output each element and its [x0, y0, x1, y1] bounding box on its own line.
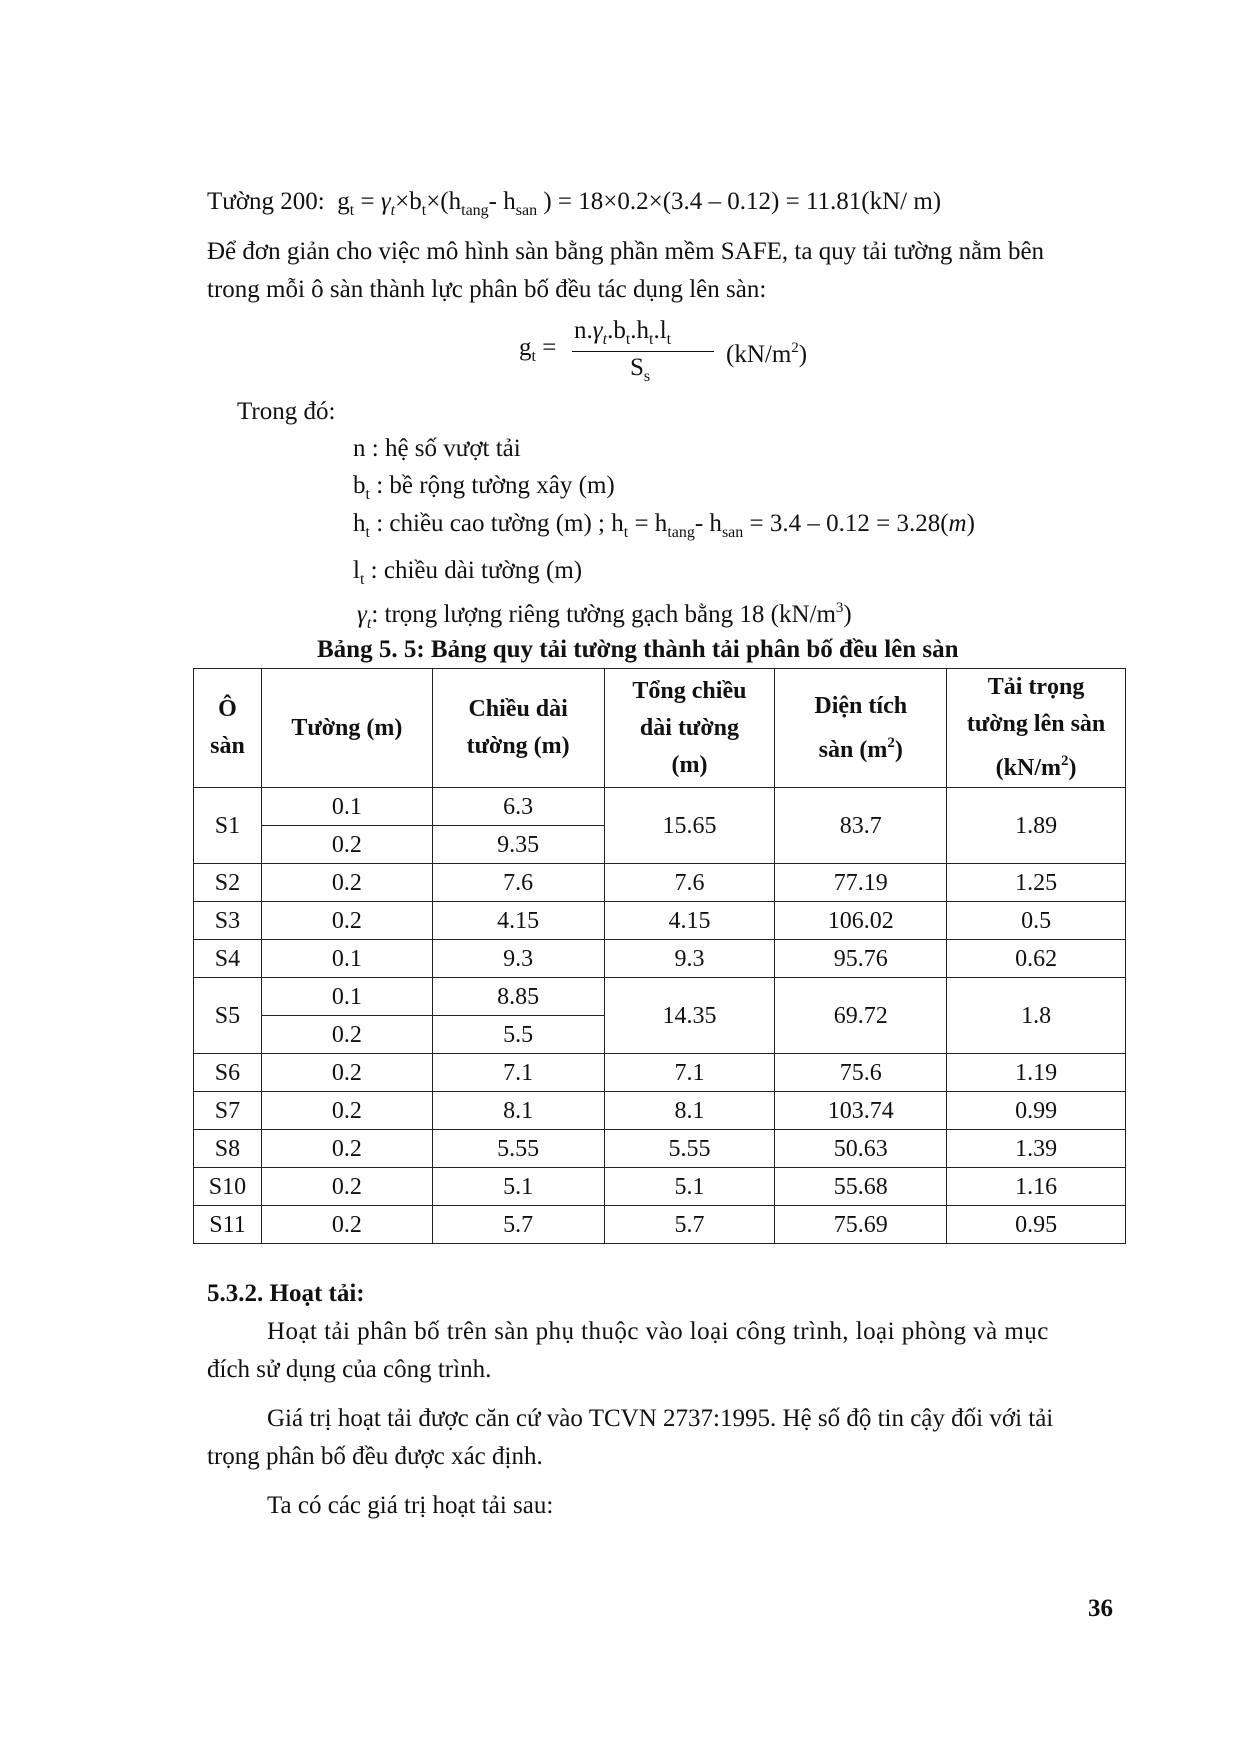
paragraph-values: Ta có các giá trị hoạt tải sau:: [267, 1492, 554, 1519]
header-wall: Tường (m): [261, 669, 432, 788]
cell-wall: 0.1: [261, 978, 432, 1016]
paragraph-live-load-2: đích sử dụng của công trình.: [207, 1356, 492, 1383]
cell-slab-area: 103.74: [775, 1092, 947, 1130]
formula-lead: Tường 200:: [207, 188, 325, 215]
cell-wall-length: 9.3: [432, 940, 604, 978]
def-h: $h_t$ : chiều cao tường (m) ; $h_t = h_{tang}-$ $h_{san} = 3.4 - 0.12 = 3.28(m)$: [353, 510, 975, 541]
cell-slab: S3: [194, 902, 262, 940]
table-row: [194, 788, 1126, 826]
table-row: [194, 1130, 1126, 1168]
formula-denominator: $S_s$: [630, 354, 651, 385]
cell-slab-load: 0.99: [947, 1092, 1126, 1130]
cell-slab-area: 75.6: [775, 1054, 947, 1092]
paragraph-safe-line-2: trong mỗi ô sàn thành lực phân bố đều tác dụng lên sàn:: [207, 276, 767, 303]
cell-total-length: 7.6: [604, 864, 775, 902]
cell-wall-length: 8.85: [432, 978, 604, 1016]
cell-wall: 0.2: [261, 826, 432, 864]
cell-wall-length: 5.5: [432, 1016, 604, 1054]
cell-total-length: 8.1: [604, 1092, 775, 1130]
cell-wall-length: 5.1: [432, 1168, 604, 1206]
formula-wall-200: Tường 200: $g_t = \gamma_t\times b_t\times(h_{tang}-$ $h_{san}$ ) = 18×0.2×(3.4 – 0.12) = 11.81(kN/ m): [207, 188, 942, 219]
def-gamma: $\gamma_t$: trọng lượng riêng tường gạch bằng 18 $(kN/m^3)$: [357, 600, 852, 632]
table-row: [194, 1092, 1126, 1130]
cell-slab-load: 1.89: [947, 788, 1126, 864]
cell-slab: S8: [194, 1130, 262, 1168]
cell-wall: 0.2: [261, 864, 432, 902]
cell-slab: S1: [194, 788, 262, 864]
cell-wall-length: 4.15: [432, 902, 604, 940]
cell-total-length: 5.55: [604, 1130, 775, 1168]
cell-slab-load: 0.95: [947, 1206, 1126, 1244]
table-header-row: [194, 669, 1126, 788]
cell-wall: 0.1: [261, 788, 432, 826]
cell-slab-load: 1.19: [947, 1054, 1126, 1092]
wall-load-table: [193, 668, 1126, 1244]
document-page: Tường 200: $g_t = \gamma_t\times b_t\times(h_{tang}-$ $h_{san}$ ) = 18×0.2×(3.4 – 0.12) = 11.81(kN/ m) Để đơn giản cho việc mô hình sàn bằng phần mềm SAFE, ta quy tải tường nằm bên trong mỗi ô sàn thành lực phân bố đều tác dụng lên sàn: $g_t$ = $n.\gamma_t.b_t.h_t.l_t$ $S_s$ $(kN/m^2)$ Trong đó: n : hệ số vượt tải $b_t$ : bề rộng tường xây (m) $h_t$ : chiều cao tường (m) ; $h_t = h_{tang}-$ $h_{san} = 3.4 - 0.12 = 3.28(m)$ $l_t$ : chiều dài tường (m) $\gamma_t$: trọng lượng riêng tường gạch bằng 18 $(kN/m^3)$ Bảng 5. 5: Bảng quy tải tường thành tải phân bố đều lên sàn Ô sàn Tường (m) Chiều dài tường (m) Tổng chiều dài tường (m) Diện tích sàn $(m^2)$ Tải trọng tường lên sàn $(kN/m^2)$ S1 0.1 6.3 15.65 83.7 1.89 0.2 9.35 S2 0.2 7.6 7.6 77.19 1.25 S3 0.2 4.15 4.15 106.02 0.5 S4 0.1 9.3 9.3 95.76 0.62 S5 0.1 8.85 14.35 69.72 1.8 0.2 5.5 S6 0.2 7.1 7.1 75.6 1.19 S7 0.2 8.1 8.1 103.74 0.99 S8 0.2 5.55 5.55 50.63 1.39 S10 0.2 5.1 5.1 55.68 1.16 S11 0.2 5.7 5.7 75.69 0.95 5.3.2. Hoạt tải: Hoạt tải phân bố trên sàn phụ thuộc vào loại công trình, loại phòng và mục đích sử dụng của công trình. Giá trị hoạt tải được căn cứ vào TCVN 2737:1995. Hệ số độ tin cậy đối với tải trọng phân bố đều được xác định. Ta có các giá trị hoạt tải sau: 36: [0, 0, 1240, 1754]
cell-total-length: 15.65: [604, 788, 775, 864]
header-wall-length: Chiều dài tường (m): [432, 669, 604, 788]
section-heading: 5.3.2. Hoạt tải:: [207, 1280, 365, 1307]
page-number: 36: [1088, 1595, 1113, 1622]
cell-wall-length: 7.1: [432, 1054, 604, 1092]
cell-slab-load: 1.39: [947, 1130, 1126, 1168]
cell-wall: 0.2: [261, 1130, 432, 1168]
cell-slab-load: 1.16: [947, 1168, 1126, 1206]
table-row: [194, 940, 1126, 978]
where-label: Trong đó:: [237, 398, 336, 425]
cell-slab: S5: [194, 978, 262, 1054]
table-row: [194, 902, 1126, 940]
cell-wall: 0.2: [261, 1206, 432, 1244]
table-row: [194, 864, 1126, 902]
paragraph-safe-line-1: Để đơn giản cho việc mô hình sàn bằng phần mềm SAFE, ta quy tải tường nằm bên: [207, 238, 1045, 265]
header-slab: Ô sàn: [194, 669, 262, 788]
def-n: n : hệ số vượt tải: [353, 435, 521, 462]
cell-slab: S4: [194, 940, 262, 978]
cell-slab: S2: [194, 864, 262, 902]
cell-wall: 0.2: [261, 1016, 432, 1054]
cell-wall-length: 9.35: [432, 826, 604, 864]
paragraph-tcvn-2: trọng phân bố đều được xác định.: [207, 1443, 543, 1470]
cell-slab: S11: [194, 1206, 262, 1244]
cell-slab-load: 1.8: [947, 978, 1126, 1054]
cell-slab-area: 95.76: [775, 940, 947, 978]
cell-slab-area: 50.63: [775, 1130, 947, 1168]
cell-wall-length: 5.55: [432, 1130, 604, 1168]
cell-wall: 0.1: [261, 940, 432, 978]
cell-slab-area: 69.72: [775, 978, 947, 1054]
cell-slab-load: 0.5: [947, 902, 1126, 940]
header-slab-load: Tải trọng tường lên sàn $(kN/m^2)$: [947, 669, 1126, 788]
cell-total-length: 14.35: [604, 978, 775, 1054]
table-row: [194, 978, 1126, 1016]
cell-slab: S7: [194, 1092, 262, 1130]
cell-slab-load: 1.25: [947, 864, 1126, 902]
formula-unit: $(kN/m^2)$: [726, 340, 808, 368]
cell-total-length: 7.1: [604, 1054, 775, 1092]
cell-wall-length: 7.6: [432, 864, 604, 902]
cell-slab-area: 75.69: [775, 1206, 947, 1244]
cell-total-length: 5.1: [604, 1168, 775, 1206]
cell-slab-load: 0.62: [947, 940, 1126, 978]
cell-slab-area: 106.02: [775, 902, 947, 940]
cell-total-length: 4.15: [604, 902, 775, 940]
def-b: $b_t$ : bề rộng tường xây (m): [353, 472, 615, 503]
header-slab-area: Diện tích sàn $(m^2)$: [775, 669, 947, 788]
cell-wall-length: 5.7: [432, 1206, 604, 1244]
cell-wall: 0.2: [261, 1092, 432, 1130]
paragraph-live-load-1: Hoạt tải phân bố trên sàn phụ thuộc vào loại công trình, loại phòng và mục: [267, 1318, 1049, 1345]
def-l: $l_t$ : chiều dài tường (m): [353, 557, 583, 588]
paragraph-tcvn-1: Giá trị hoạt tải được căn cứ vào TCVN 2737:1995. Hệ số độ tin cậy đối với tải: [267, 1405, 1054, 1432]
cell-slab-area: 77.19: [775, 864, 947, 902]
cell-total-length: 5.7: [604, 1206, 775, 1244]
cell-wall: 0.2: [261, 1054, 432, 1092]
table-row: [194, 1054, 1126, 1092]
cell-slab: S10: [194, 1168, 262, 1206]
table-caption: Bảng 5. 5: Bảng quy tải tường thành tải phân bố đều lên sàn: [317, 636, 959, 663]
table-row: [194, 1168, 1126, 1206]
header-total-length: Tổng chiều dài tường (m): [604, 669, 775, 788]
cell-wall-length: 8.1: [432, 1092, 604, 1130]
cell-slab-area: 83.7: [775, 788, 947, 864]
cell-wall: 0.2: [261, 1168, 432, 1206]
table-row: [194, 1206, 1126, 1244]
cell-slab: S6: [194, 1054, 262, 1092]
cell-total-length: 9.3: [604, 940, 775, 978]
cell-wall-length: 6.3: [432, 788, 604, 826]
formula-numerator: $n.\gamma_t.b_t.h_t.l_t$: [574, 317, 672, 348]
cell-wall: 0.2: [261, 902, 432, 940]
cell-slab-area: 55.68: [775, 1168, 947, 1206]
